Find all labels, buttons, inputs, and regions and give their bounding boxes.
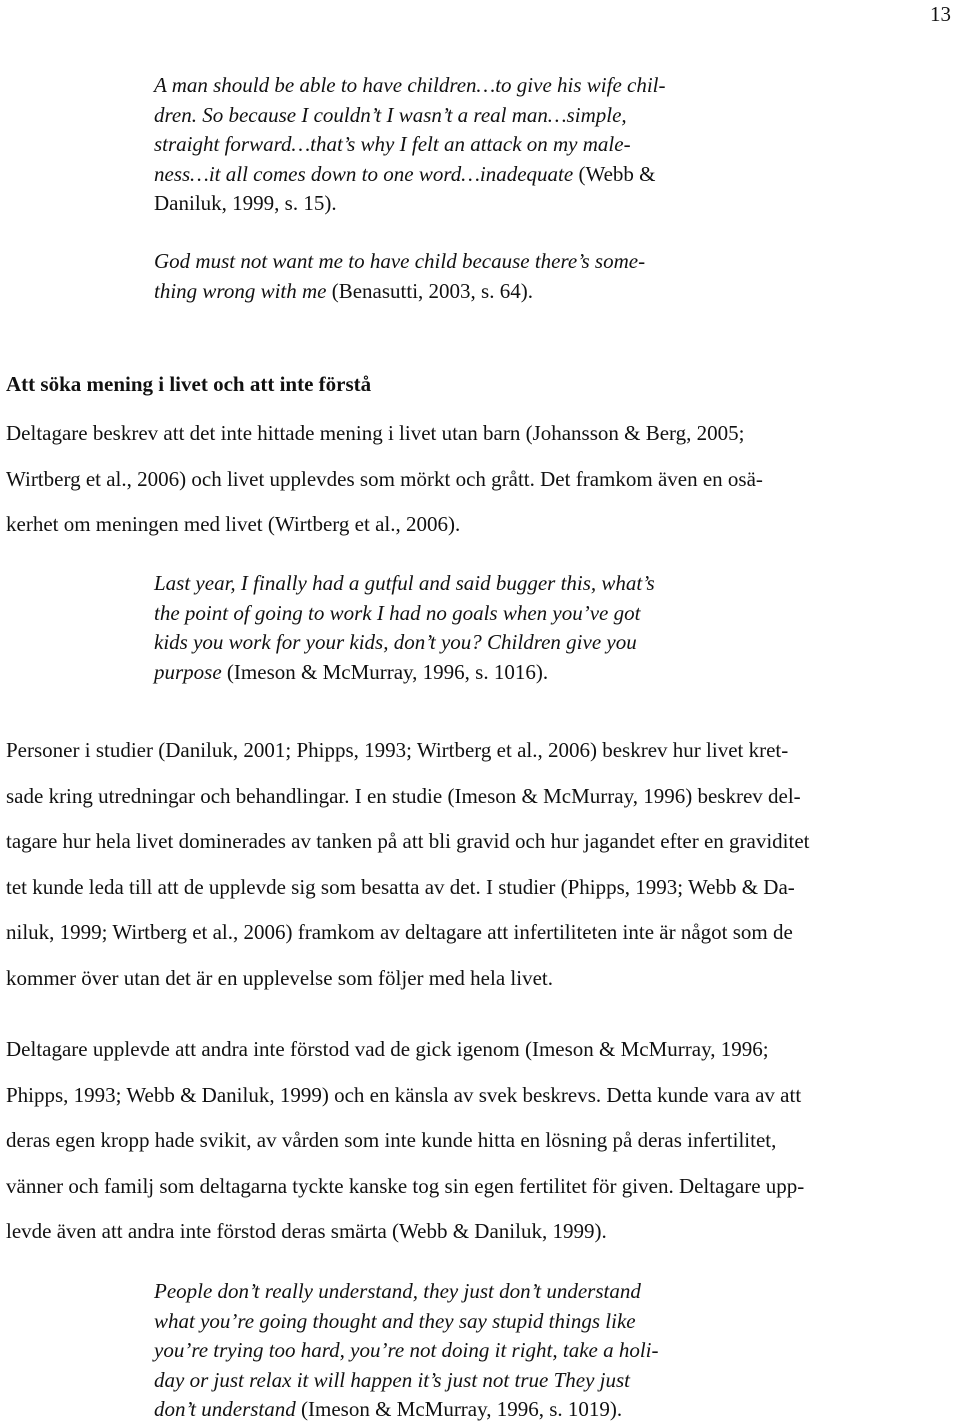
paragraph-line: tet kunde leda till att de upplevde sig som besatta av det. I studier (Phipps, 1993; Webb & Da- xyxy=(6,874,795,899)
paragraph-line: niluk, 1999; Wirtberg et al., 2006) framkom av deltagare att infertiliteten inte är något som de xyxy=(6,920,793,945)
quote-text: you’re trying too hard, you’re not doing it right, take a holi- xyxy=(154,1338,659,1363)
quote-line xyxy=(154,1307,774,1337)
block-quote xyxy=(154,569,774,687)
body-paragraph xyxy=(6,728,956,1002)
paragraph-line: Phipps, 1993; Webb & Daniluk, 1999) och en känsla av svek beskrevs. Detta kunde vara av att xyxy=(6,1082,802,1107)
quote-text: kids you work for your kids, don’t you? Children give you xyxy=(154,630,637,655)
block-quote xyxy=(154,71,774,219)
page-number: 13 xyxy=(930,2,951,26)
paragraph-line: kommer över utan det är en upplevelse som följer med hela livet. xyxy=(6,965,553,990)
paragraph-line: Wirtberg et al., 2006) och livet upplevdes som mörkt och grått. Det framkom även en osä- xyxy=(6,466,763,491)
quote-text: day or just relax it will happen it’s just not true They just xyxy=(154,1367,630,1392)
quote-line xyxy=(154,160,774,190)
quote-text: God must not want me to have child because there’s some- xyxy=(154,249,646,273)
block-quote xyxy=(154,247,774,306)
quote-line xyxy=(154,1336,774,1366)
quote-text: the point of going to work I had no goals when you’ve got xyxy=(154,600,641,625)
quote-text: thing wrong with me xyxy=(154,278,327,303)
quote-citation: Daniluk, 1999, s. 15). xyxy=(154,191,337,216)
quote-text: what you’re going thought and they say stupid things like xyxy=(154,1308,636,1333)
quote-citation: (Imeson & McMurray, 1996, s. 1019). xyxy=(295,1397,623,1422)
section-heading: Att söka mening i livet och att inte förstå xyxy=(6,372,372,396)
quote-text: Last year, I finally had a gutful and said bugger this, what’s xyxy=(154,571,655,595)
paragraph-line: kerhet om meningen med livet (Wirtberg et al., 2006). xyxy=(6,512,461,537)
paragraph-line: Deltagare beskrev att det inte hittade mening i livet utan barn (Johansson & Berg, 2005; xyxy=(6,421,745,445)
quote-line xyxy=(154,130,774,160)
block-quote xyxy=(154,1277,774,1425)
paragraph-line: deras egen kropp hade svikit, av vården som inte kunde hitta en lösning på deras infertilitet, xyxy=(6,1128,777,1153)
quote-line xyxy=(154,1395,774,1425)
quote-text: straight forward…that’s why I felt an attack on my male- xyxy=(154,132,631,157)
quote-line xyxy=(154,277,774,307)
quote-text: don’t understand xyxy=(154,1397,296,1422)
quote-line xyxy=(154,569,774,599)
paragraph-line: levde även att andra inte förstod deras smärta (Webb & Daniluk, 1999). xyxy=(6,1219,607,1244)
paragraph-line: Deltagare upplevde att andra inte förstod vad de gick igenom (Imeson & McMurray, 1996; xyxy=(6,1037,769,1061)
quote-citation: (Webb & xyxy=(573,161,656,186)
quote-line xyxy=(154,1366,774,1396)
paragraph-line: tagare hur hela livet dominerades av tanken på att bli gravid och hur jagandet efter en graviditet xyxy=(6,829,810,854)
quote-text: dren. So because I couldn’t I wasn’t a real man…simple, xyxy=(154,102,627,127)
quote-text: ness…it all comes down to one word…inadequate xyxy=(154,161,574,186)
quote-line xyxy=(154,71,774,101)
quote-line xyxy=(154,101,774,131)
quote-citation: (Imeson & McMurray, 1996, s. 1016). xyxy=(221,659,549,684)
quote-line xyxy=(154,628,774,658)
quote-citation: (Benasutti, 2003, s. 64). xyxy=(326,278,533,303)
quote-line xyxy=(154,247,774,277)
body-paragraph xyxy=(6,1027,956,1255)
quote-line xyxy=(154,599,774,629)
quote-line xyxy=(154,658,774,688)
paragraph-line: vänner och familj som deltagarna tyckte kanske tog sin egen fertilitet för given. Deltagare upp- xyxy=(6,1173,805,1198)
quote-text: People don’t really understand, they just don’t understand xyxy=(154,1279,641,1303)
body-paragraph xyxy=(6,411,956,548)
paragraph-line: Personer i studier (Daniluk, 2001; Phipps, 1993; Wirtberg et al., 2006) beskrev hur livet kret- xyxy=(6,738,789,762)
quote-text: A man should be able to have children…to give his wife chil- xyxy=(154,73,666,97)
quote-text: purpose xyxy=(154,659,222,684)
quote-line xyxy=(154,189,774,219)
paragraph-line: sade kring utredningar och behandlingar. I en studie (Imeson & McMurray, 1996) beskrev del- xyxy=(6,783,801,808)
quote-line xyxy=(154,1277,774,1307)
